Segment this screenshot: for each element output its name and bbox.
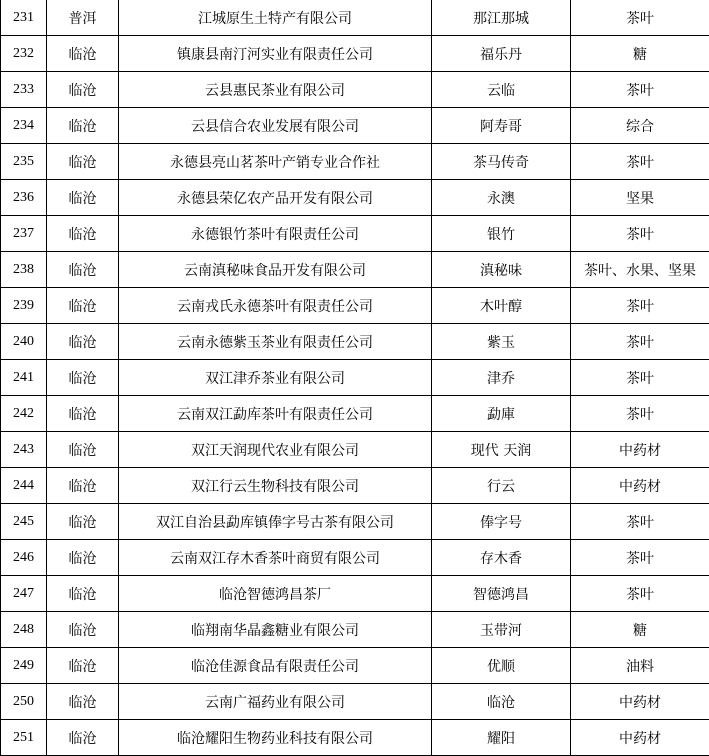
- region-cell: 临沧: [47, 576, 119, 612]
- category-cell: 茶叶: [571, 396, 709, 432]
- brand-cell: 福乐丹: [432, 36, 571, 72]
- company-name-cell: 双江津乔茶业有限公司: [119, 360, 432, 396]
- brand-cell: 永澳: [432, 180, 571, 216]
- brand-cell: 阿寿哥: [432, 108, 571, 144]
- table-row: [1, 216, 709, 252]
- category-cell: 糖: [571, 36, 709, 72]
- region-cell: 临沧: [47, 432, 119, 468]
- brand-cell: 现代 天润: [432, 432, 571, 468]
- category-cell: 茶叶: [571, 0, 709, 36]
- table-row: [1, 504, 709, 540]
- brand-cell: 滇秘味: [432, 252, 571, 288]
- category-cell: 茶叶: [571, 144, 709, 180]
- brand-cell: 玉带河: [432, 612, 571, 648]
- row-number: 250: [1, 684, 47, 720]
- row-number: 245: [1, 504, 47, 540]
- region-cell: 临沧: [47, 396, 119, 432]
- table-row: [1, 720, 709, 756]
- row-number: 235: [1, 144, 47, 180]
- region-cell: 临沧: [47, 216, 119, 252]
- table-row: [1, 432, 709, 468]
- company-name-cell: 双江天润现代农业有限公司: [119, 432, 432, 468]
- table-row: [1, 108, 709, 144]
- brand-cell: 耀阳: [432, 720, 571, 756]
- category-cell: 茶叶: [571, 72, 709, 108]
- company-name-cell: 江城原生土特产有限公司: [119, 0, 432, 36]
- region-cell: 临沧: [47, 504, 119, 540]
- table-row: [1, 324, 709, 360]
- region-cell: 临沧: [47, 720, 119, 756]
- category-cell: 茶叶: [571, 360, 709, 396]
- region-cell: 临沧: [47, 108, 119, 144]
- category-cell: 油料: [571, 648, 709, 684]
- category-cell: 综合: [571, 108, 709, 144]
- row-number: 241: [1, 360, 47, 396]
- table-row: [1, 252, 709, 288]
- company-name-cell: 云南滇秘味食品开发有限公司: [119, 252, 432, 288]
- region-cell: 临沧: [47, 252, 119, 288]
- table-row: [1, 72, 709, 108]
- row-number: 232: [1, 36, 47, 72]
- region-cell: 临沧: [47, 612, 119, 648]
- row-number: 249: [1, 648, 47, 684]
- region-cell: 普洱: [47, 0, 119, 36]
- company-name-cell: 临翔南华晶鑫糖业有限公司: [119, 612, 432, 648]
- company-name-cell: 双江自治县勐库镇俸字号古茶有限公司: [119, 504, 432, 540]
- row-number: 234: [1, 108, 47, 144]
- row-number: 240: [1, 324, 47, 360]
- table-row: [1, 36, 709, 72]
- category-cell: 茶叶: [571, 216, 709, 252]
- category-cell: 茶叶: [571, 324, 709, 360]
- row-number: 239: [1, 288, 47, 324]
- company-name-cell: 双江行云生物科技有限公司: [119, 468, 432, 504]
- company-name-cell: 云县惠民茶业有限公司: [119, 72, 432, 108]
- brand-cell: 茶马传奇: [432, 144, 571, 180]
- row-number: 238: [1, 252, 47, 288]
- row-number: 251: [1, 720, 47, 756]
- region-cell: 临沧: [47, 180, 119, 216]
- category-cell: 中药材: [571, 684, 709, 720]
- row-number: 242: [1, 396, 47, 432]
- company-name-cell: 云南永德紫玉茶业有限责任公司: [119, 324, 432, 360]
- region-cell: 临沧: [47, 288, 119, 324]
- company-name-cell: 永德银竹茶叶有限责任公司: [119, 216, 432, 252]
- company-name-cell: 镇康县南汀河实业有限责任公司: [119, 36, 432, 72]
- row-number: 237: [1, 216, 47, 252]
- row-number: 248: [1, 612, 47, 648]
- company-name-cell: 云南戎氏永德茶叶有限责任公司: [119, 288, 432, 324]
- table-body: [1, 0, 709, 756]
- row-number: 233: [1, 72, 47, 108]
- table-row: [1, 468, 709, 504]
- table-row: [1, 396, 709, 432]
- region-cell: 临沧: [47, 324, 119, 360]
- category-cell: 茶叶: [571, 288, 709, 324]
- row-number: 231: [1, 0, 47, 36]
- company-name-cell: 临沧佳源食品有限责任公司: [119, 648, 432, 684]
- category-cell: 茶叶: [571, 576, 709, 612]
- brand-cell: 紫玉: [432, 324, 571, 360]
- table-row: [1, 180, 709, 216]
- region-cell: 临沧: [47, 144, 119, 180]
- table-row: [1, 576, 709, 612]
- table-row: [1, 360, 709, 396]
- region-cell: 临沧: [47, 72, 119, 108]
- region-cell: 临沧: [47, 684, 119, 720]
- company-name-cell: 临沧耀阳生物药业科技有限公司: [119, 720, 432, 756]
- table-row: [1, 144, 709, 180]
- brand-cell: 木叶醇: [432, 288, 571, 324]
- row-number: 243: [1, 432, 47, 468]
- company-name-cell: 临沧智德鸿昌茶厂: [119, 576, 432, 612]
- brand-cell: 勐庫: [432, 396, 571, 432]
- table-row: [1, 684, 709, 720]
- row-number: 244: [1, 468, 47, 504]
- brand-cell: 智德鸿昌: [432, 576, 571, 612]
- company-name-cell: 云南双江存木香茶叶商贸有限公司: [119, 540, 432, 576]
- row-number: 247: [1, 576, 47, 612]
- table-row: [1, 612, 709, 648]
- brand-cell: 优顺: [432, 648, 571, 684]
- company-name-cell: 云县信合农业发展有限公司: [119, 108, 432, 144]
- row-number: 236: [1, 180, 47, 216]
- category-cell: 中药材: [571, 720, 709, 756]
- brand-cell: 云临: [432, 72, 571, 108]
- company-name-cell: 云南双江勐库茶叶有限责任公司: [119, 396, 432, 432]
- table-row: [1, 0, 709, 36]
- brand-cell: 俸字号: [432, 504, 571, 540]
- company-name-cell: 云南广福药业有限公司: [119, 684, 432, 720]
- region-cell: 临沧: [47, 648, 119, 684]
- table-row: [1, 288, 709, 324]
- region-cell: 临沧: [47, 36, 119, 72]
- table-row: [1, 540, 709, 576]
- brand-cell: 临沧: [432, 684, 571, 720]
- region-cell: 临沧: [47, 540, 119, 576]
- category-cell: 中药材: [571, 468, 709, 504]
- brand-cell: 存木香: [432, 540, 571, 576]
- category-cell: 茶叶: [571, 540, 709, 576]
- category-cell: 糖: [571, 612, 709, 648]
- brand-cell: 行云: [432, 468, 571, 504]
- region-cell: 临沧: [47, 468, 119, 504]
- brand-cell: 那江那城: [432, 0, 571, 36]
- region-cell: 临沧: [47, 360, 119, 396]
- company-name-cell: 永德县亮山茗茶叶产销专业合作社: [119, 144, 432, 180]
- row-number: 246: [1, 540, 47, 576]
- brand-cell: 银竹: [432, 216, 571, 252]
- category-cell: 坚果: [571, 180, 709, 216]
- brand-cell: 津乔: [432, 360, 571, 396]
- table-row: [1, 648, 709, 684]
- category-cell: 茶叶: [571, 504, 709, 540]
- category-cell: 茶叶、水果、坚果: [571, 252, 709, 288]
- category-cell: 中药材: [571, 432, 709, 468]
- company-name-cell: 永德县荣亿农产品开发有限公司: [119, 180, 432, 216]
